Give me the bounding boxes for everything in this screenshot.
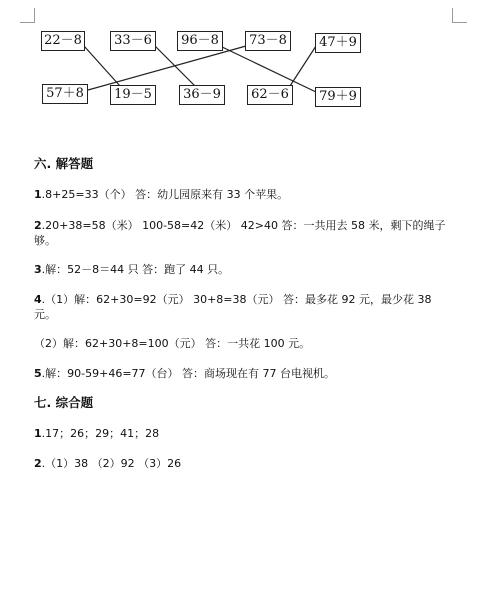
answer-6-2: [34, 218, 454, 248]
match-box-top-3: 96－8: [177, 31, 223, 51]
answer-6-3: [34, 263, 229, 277]
answer-number: 2: [34, 457, 42, 470]
match-box-bottom-4: 62－6: [247, 85, 293, 105]
answer-text: .17；26；29；41；28: [41, 427, 160, 440]
answer-number: 3: [34, 263, 42, 276]
match-box-top-4: 73－8: [245, 31, 291, 51]
match-box-bottom-5: 79＋9: [315, 87, 361, 107]
match-box-top-2: 33－6: [110, 31, 156, 51]
answer-text: .20+38=58（米） 100-58=42（米） 42>40 答：一共用去 58 米，剩下的绳子够。: [34, 219, 446, 247]
section-7-title: 七. 综合题: [34, 395, 94, 410]
answer-number: 4: [34, 293, 42, 306]
match-box-top-5: 47＋9: [315, 33, 361, 53]
answer-number: 5: [34, 367, 42, 380]
answer-text: .（1）解：62+30=92（元） 30+8=38（元） 答：最多花 92 元，最少花 38 元。: [34, 293, 432, 321]
answer-6-4-part-1: [34, 292, 454, 322]
answer-7-1: [34, 427, 159, 441]
match-box-bottom-3: 36－9: [179, 85, 225, 105]
answer-6-1: [34, 188, 288, 202]
matching-lines: [0, 0, 487, 130]
answer-number: 1: [34, 427, 42, 440]
answer-number: 1: [34, 188, 42, 201]
match-line-22-8-to-19-5: [84, 46, 120, 86]
match-line-73-8-to-57-8: [88, 46, 246, 90]
answer-text: .解：52－8＝44 只 答：跑了 44 只。: [41, 263, 230, 276]
match-box-top-1: 22－8: [41, 31, 85, 51]
answer-7-2: [34, 457, 181, 471]
answer-number: 2: [34, 219, 42, 232]
match-box-bottom-2: 19－5: [110, 85, 156, 105]
match-box-bottom-1: 57＋8: [42, 84, 88, 104]
match-line-47-9-to-62-6: [290, 46, 316, 86]
answer-text: .（1）38 （2）92 （3）26: [41, 457, 182, 470]
answer-6-4-part-2: （2）解：62+30+8=100（元） 答：一共花 100 元。: [34, 337, 311, 350]
section-6-title: 六. 解答题: [34, 156, 94, 171]
answer-6-5: [34, 367, 335, 381]
answer-text: .8+25=33（个） 答：幼儿园原来有 33 个苹果。: [41, 188, 289, 201]
answer-text: .解：90-59+46=77（台） 答：商场现在有 77 台电视机。: [41, 367, 336, 380]
